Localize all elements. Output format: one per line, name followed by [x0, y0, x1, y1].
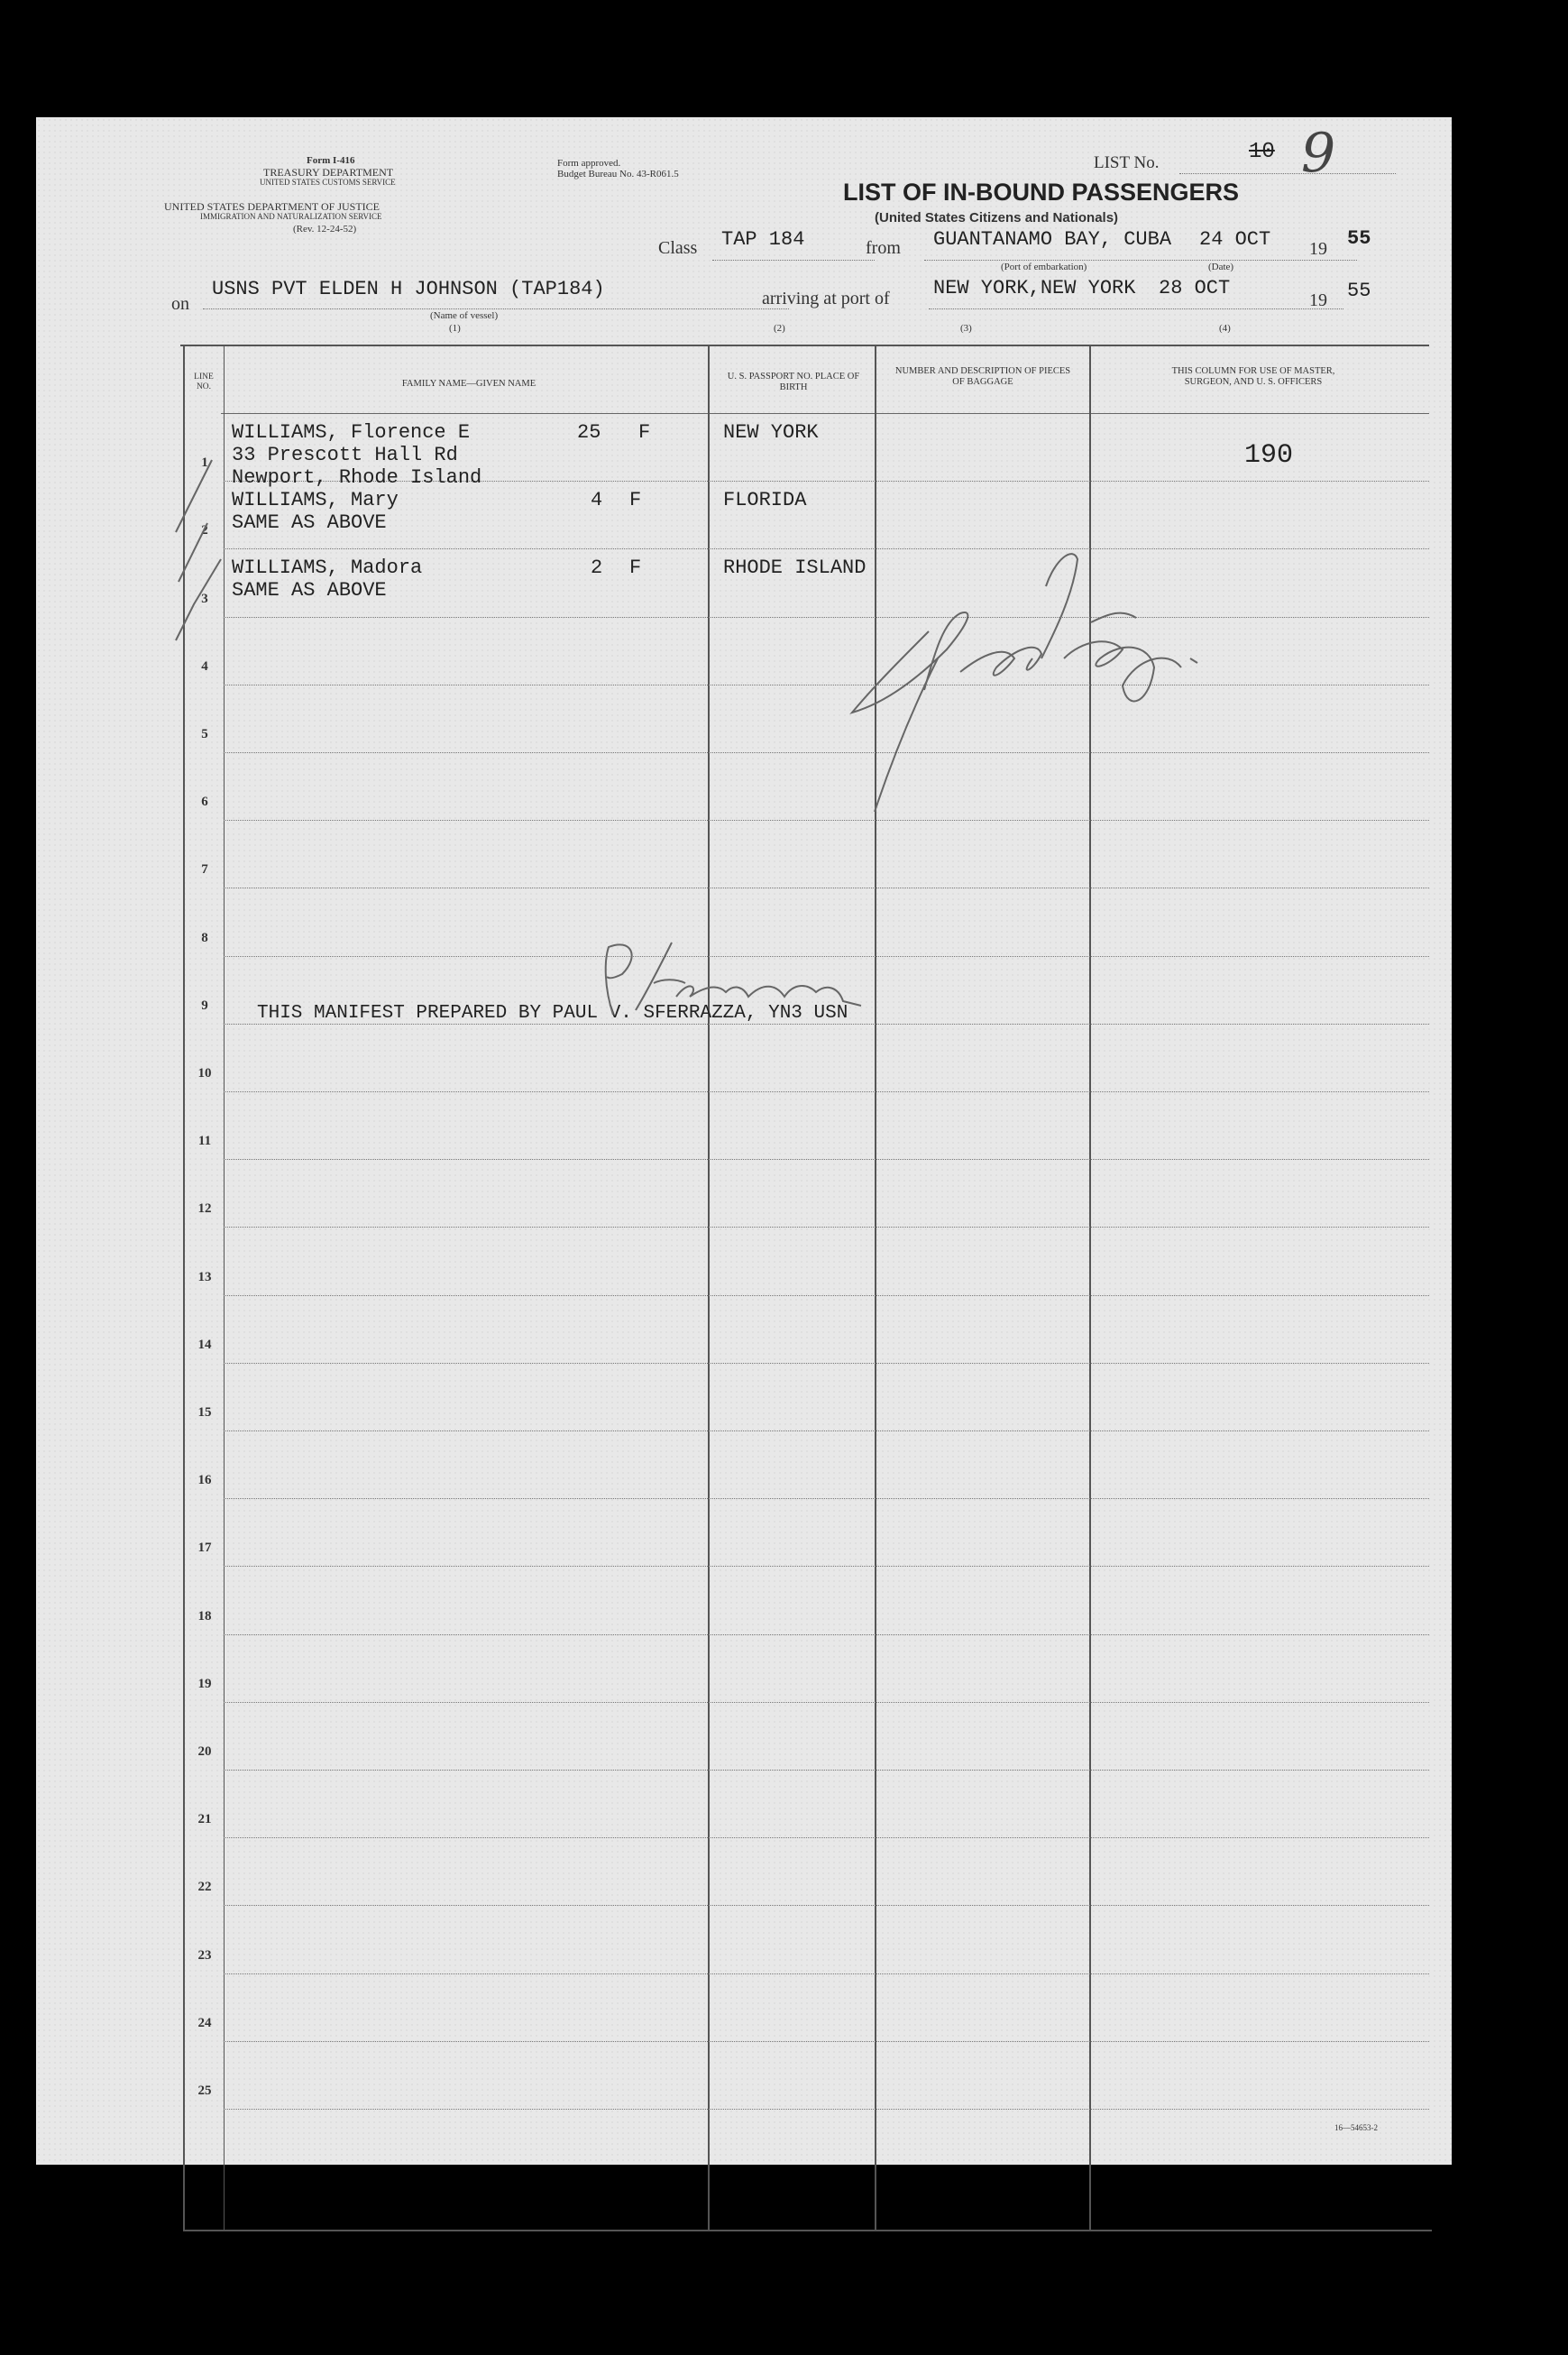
row-ruling	[224, 1430, 1429, 1431]
row-ruling	[224, 1091, 1429, 1092]
embarkation-caption: (Port of embarkation)	[1001, 262, 1087, 272]
passenger-sex: F	[629, 489, 642, 511]
row-ruling	[224, 1363, 1429, 1364]
line-number: 10	[197, 1066, 212, 1081]
col-header-baggage: NUMBER AND DESCRIPTION OF PIECES OF BAGGAGE	[894, 366, 1071, 388]
line-number: 13	[197, 1269, 212, 1284]
row-ruling	[224, 1566, 1429, 1567]
on-label: on	[171, 294, 189, 314]
row-ruling	[224, 1837, 1429, 1838]
line-number: 18	[197, 1608, 212, 1624]
budget-bureau-label: Budget Bureau No. 43-R061.5	[557, 169, 679, 179]
column-caption-2: (2)	[774, 323, 785, 334]
line-number: 14	[197, 1337, 212, 1352]
table-bottom-border	[183, 2230, 1432, 2231]
line-number: 17	[197, 1541, 212, 1556]
column-caption-4: (4)	[1219, 323, 1231, 334]
embarkation-port: GUANTANAMO BAY, CUBA	[933, 228, 1172, 251]
row-ruling	[224, 1498, 1429, 1499]
row-ruling	[224, 2041, 1429, 2042]
passenger-address: SAME AS ABOVE	[232, 579, 387, 602]
immigration-label: IMMIGRATION AND NATURALIZATION SERVICE	[200, 212, 382, 221]
passenger-name: WILLIAMS, Florence E	[232, 421, 471, 444]
row-ruling	[224, 1634, 1429, 1635]
line-number: 20	[197, 1744, 212, 1759]
line-number: 1	[201, 455, 208, 471]
passenger-address: SAME AS ABOVE	[232, 511, 387, 534]
row-ruling	[224, 2109, 1429, 2110]
row-ruling	[224, 1159, 1429, 1160]
arrival-date: 28 OCT	[1159, 277, 1231, 299]
class-label: Class	[658, 238, 698, 258]
passenger-address: Newport, Rhode Island	[232, 466, 482, 489]
row-ruling	[224, 1770, 1429, 1771]
line-number: 2	[201, 523, 208, 538]
row-ruling	[224, 1295, 1429, 1296]
arrival-port: NEW YORK,NEW YORK	[933, 277, 1136, 299]
form-approved-label: Form approved.	[557, 158, 621, 169]
justice-label: UNITED STATES DEPARTMENT OF JUSTICE	[164, 200, 381, 213]
class-value: TAP 184	[721, 228, 805, 251]
line-number: 8	[201, 930, 208, 945]
passenger-age: 4	[591, 489, 603, 511]
row-ruling	[224, 1973, 1429, 1974]
revision-label: (Rev. 12-24-52)	[293, 224, 357, 235]
name-col-divider	[708, 345, 710, 2230]
arrival-underline	[929, 308, 1343, 309]
line-number: 11	[197, 1134, 212, 1149]
footer-code: 16—54653-2	[1334, 2123, 1378, 2132]
col-header-line-no: LINE NO.	[194, 373, 214, 391]
from-underline	[924, 260, 1357, 261]
passenger-birthplace: RHODE ISLAND	[723, 557, 867, 579]
passenger-name: WILLIAMS, Mary	[232, 489, 399, 511]
passenger-age: 25	[577, 421, 601, 444]
year-1: 55	[1347, 227, 1371, 250]
line-number: 25	[197, 2084, 212, 2098]
line-number: 9	[201, 998, 208, 1013]
preparer-signature	[591, 934, 897, 1033]
customs-label: UNITED STATES CUSTOMS SERVICE	[260, 178, 396, 187]
col-header-officers: THIS COLUMN FOR USE OF MASTER, SURGEON, AND U. S. OFFICERS	[1171, 366, 1335, 388]
line-number: 16	[197, 1473, 212, 1488]
row-ruling	[224, 1905, 1429, 1906]
embarkation-date: 24 OCT	[1199, 228, 1271, 251]
officer-signature	[766, 523, 1271, 947]
year-2: 55	[1347, 280, 1371, 302]
treasury-label: TREASURY DEPARTMENT	[263, 166, 394, 179]
table-top-border	[180, 345, 1429, 346]
passenger-sex: F	[629, 557, 642, 579]
passenger-birthplace: NEW YORK	[723, 421, 819, 444]
line-number: 5	[201, 727, 208, 741]
row-ruling	[224, 1227, 1429, 1228]
line-number: 3	[201, 591, 208, 606]
arriving-label: arriving at port of	[762, 289, 890, 308]
date-caption: (Date)	[1208, 262, 1234, 272]
form-number: Form I-416	[307, 155, 355, 166]
line-number: 23	[197, 1947, 212, 1963]
line-number: 15	[197, 1405, 212, 1420]
year-prefix-2: 19	[1309, 290, 1327, 310]
manifest-note: THIS MANIFEST PREPARED BY PAUL V. SFERRAZZA, YN3 USN	[257, 1003, 848, 1024]
list-no-underline	[1179, 173, 1396, 174]
column-caption-3: (3)	[960, 323, 972, 334]
passenger-name: WILLIAMS, Madora	[232, 557, 423, 579]
page-subtitle: (United States Citizens and Nationals)	[875, 210, 1119, 225]
page-title: LIST OF IN-BOUND PASSENGERS	[843, 179, 1240, 206]
table-header-border	[221, 413, 1429, 414]
vessel-name: USNS PVT ELDEN H JOHNSON (TAP184)	[212, 278, 605, 300]
line-number: 12	[197, 1201, 212, 1217]
check-marks	[171, 424, 243, 649]
manifest-page	[36, 117, 1452, 2165]
passenger-address: 33 Prescott Hall Rd	[232, 444, 458, 466]
line-number: 21	[197, 1812, 212, 1827]
line-number: 22	[197, 1880, 212, 1895]
line-number: 19	[197, 1676, 212, 1691]
year-prefix-1: 19	[1309, 239, 1327, 259]
list-no-struck: 10	[1249, 140, 1275, 164]
row-ruling	[224, 1702, 1429, 1703]
passenger-birthplace: FLORIDA	[723, 489, 807, 511]
vessel-caption: (Name of vessel)	[430, 310, 499, 321]
class-underline	[712, 260, 875, 261]
vessel-underline	[203, 308, 789, 309]
officer-note: 190	[1244, 440, 1294, 471]
passenger-age: 2	[591, 557, 603, 579]
col-header-name: FAMILY NAME—GIVEN NAME	[401, 379, 536, 389]
vessel-caption-num: (1)	[449, 323, 461, 334]
line-number: 6	[201, 795, 208, 810]
passenger-sex: F	[638, 421, 651, 444]
list-no-handwritten: 9	[1301, 122, 1336, 185]
from-label: from	[866, 238, 901, 258]
line-number: 24	[197, 2015, 212, 2030]
list-no-label: LIST No.	[1094, 153, 1160, 172]
line-number: 4	[201, 658, 208, 674]
col-header-passport: U. S. PASSPORT NO. PLACE OF BIRTH	[727, 372, 860, 393]
line-number: 7	[201, 862, 208, 878]
